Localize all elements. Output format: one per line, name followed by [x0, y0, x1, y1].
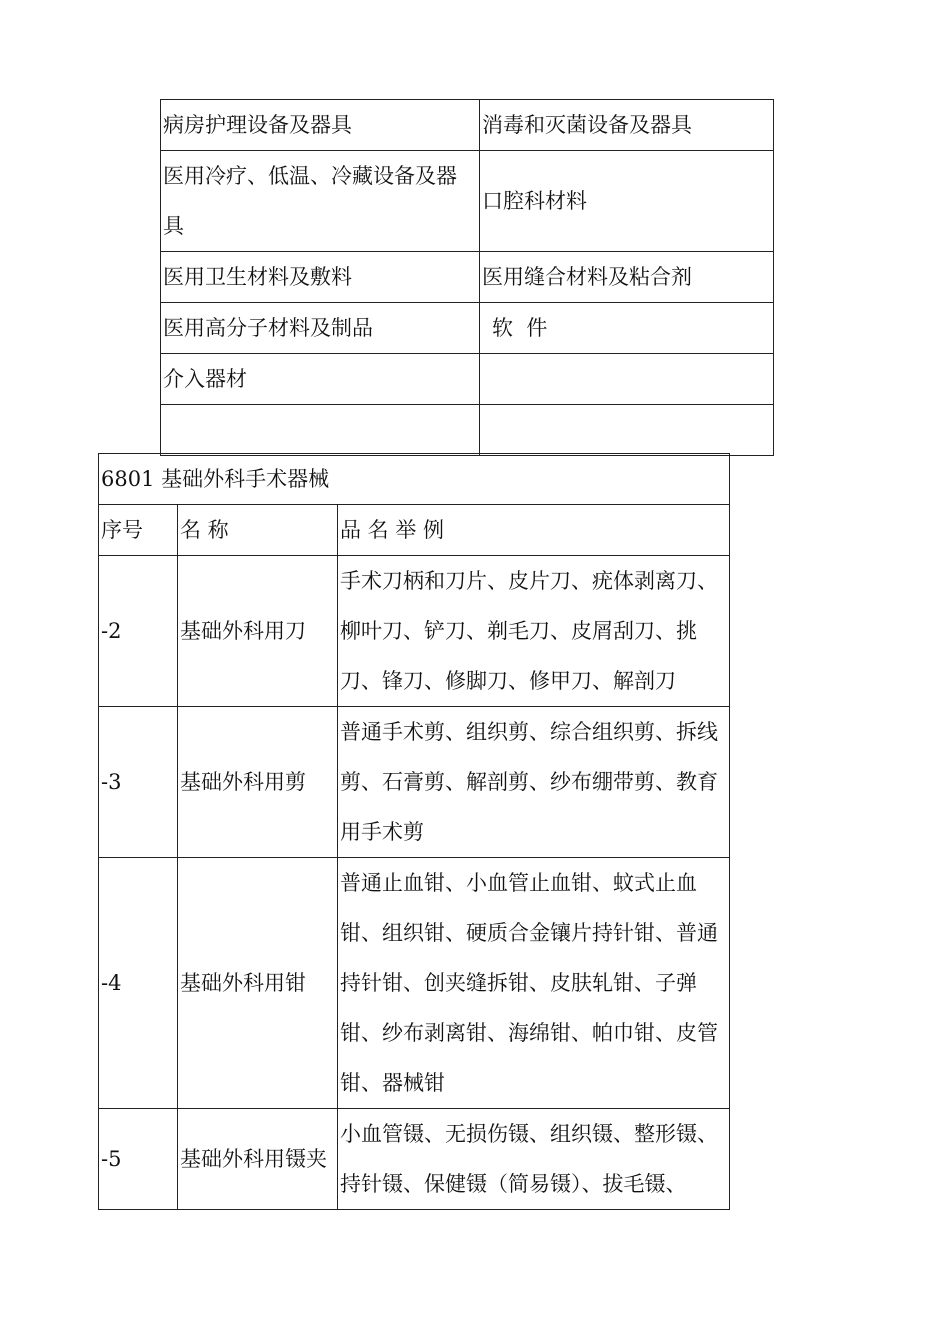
table-row — [161, 151, 774, 252]
row-no: -3 — [99, 707, 178, 858]
table-cell: 病房护理设备及器具 — [161, 100, 480, 151]
table-row — [99, 858, 730, 1109]
table-row — [161, 303, 774, 354]
table-cell — [480, 405, 774, 456]
header-name: 名 称 — [178, 505, 338, 556]
table-cell: 医用缝合材料及粘合剂 — [480, 252, 774, 303]
table-row — [99, 707, 730, 858]
header-no: 序号 — [99, 505, 178, 556]
row-no: -2 — [99, 556, 178, 707]
row-no: -4 — [99, 858, 178, 1109]
table-row — [99, 556, 730, 707]
table-cell — [161, 405, 480, 456]
table-title: 6801 基础外科手术器械 — [99, 454, 730, 505]
table-title-row — [99, 454, 730, 505]
table-cell: 介入器材 — [161, 354, 480, 405]
header-examples: 品 名 举 例 — [338, 505, 730, 556]
row-name: 基础外科用镊夹 — [178, 1109, 338, 1210]
table-cell: 软 件 — [480, 303, 774, 354]
table-cell: 口腔科材料 — [480, 151, 774, 252]
instrument-table — [98, 453, 730, 1210]
row-examples: 普通止血钳、小血管止血钳、蚊式止血钳、组织钳、硬质合金镶片持针钳、普通持针钳、创夹缝拆钳、皮肤轧钳、子弹钳、纱布剥离钳、海绵钳、帕巾钳、皮管钳、器械钳 — [338, 858, 730, 1109]
category-table — [160, 99, 774, 456]
row-examples: 小血管镊、无损伤镊、组织镊、整形镊、持针镊、保健镊（简易镊）、拔毛镊、 — [338, 1109, 730, 1210]
row-name: 基础外科用刀 — [178, 556, 338, 707]
table-cell: 消毒和灭菌设备及器具 — [480, 100, 774, 151]
table-row — [161, 252, 774, 303]
table-cell: 医用卫生材料及敷料 — [161, 252, 480, 303]
table-header-row — [99, 505, 730, 556]
table-cell: 医用冷疗、低温、冷藏设备及器具 — [161, 151, 480, 252]
table-row — [161, 100, 774, 151]
row-no: -5 — [99, 1109, 178, 1210]
table-cell — [480, 354, 774, 405]
table-row — [99, 1109, 730, 1210]
table-row — [161, 405, 774, 456]
row-examples: 普通手术剪、组织剪、综合组织剪、拆线剪、石膏剪、解剖剪、纱布绷带剪、教育用手术剪 — [338, 707, 730, 858]
table-row — [161, 354, 774, 405]
row-name: 基础外科用钳 — [178, 858, 338, 1109]
row-examples: 手术刀柄和刀片、皮片刀、疣体剥离刀、柳叶刀、铲刀、剃毛刀、皮屑刮刀、挑刀、锋刀、修脚刀、修甲刀、解剖刀 — [338, 556, 730, 707]
table-cell: 医用高分子材料及制品 — [161, 303, 480, 354]
row-name: 基础外科用剪 — [178, 707, 338, 858]
